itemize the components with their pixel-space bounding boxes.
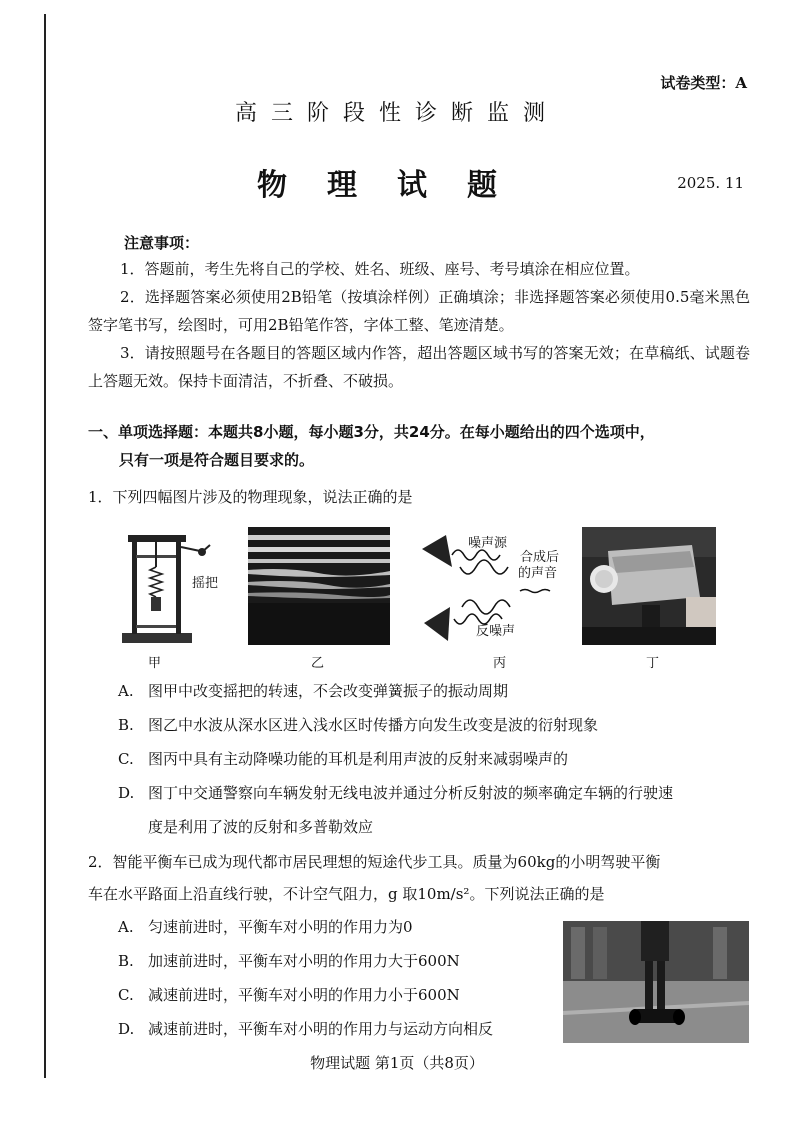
handle-label: 摇把: [192, 576, 219, 591]
photo-balance-scooter: [563, 921, 749, 1043]
option-label: C.: [118, 750, 134, 768]
question-1-option-d: [118, 779, 673, 807]
section-1-line2: 只有一项是符合题目要求的。: [119, 451, 315, 469]
figure-yi-water-waves: [248, 527, 390, 645]
figure-bing-noise-cancelling: [416, 527, 576, 645]
option-label: A.: [118, 682, 134, 700]
option-label: C.: [118, 986, 134, 1004]
question-1-option-d-continued: 度是利用了波的反射和多普勒效应: [148, 818, 374, 836]
question-2-line2: 车在水平路面上沿直线行驶，不计空气阻力，g 取10m/s²。下列说法正确的是: [88, 885, 605, 903]
paper-type: 试卷类型：A: [660, 74, 747, 92]
combined-sound-label-1: 合成后: [520, 550, 560, 565]
page-footer: 物理试题 第1页（共8页）: [310, 1054, 484, 1072]
option-text: 图甲中改变摇把的转速，不会改变弹簧振子的振动周期: [148, 682, 509, 700]
question-1-stem: 1．下列四幅图片涉及的物理现象，说法正确的是: [88, 488, 413, 506]
option-text: 减速前进时，平衡车对小明的作用力小于600N: [148, 986, 460, 1004]
option-text: 图丙中具有主动降噪功能的耳机是利用声波的反射来减弱噪声的: [148, 750, 569, 768]
question-2-line1: 2．智能平衡车已成为现代都市居民理想的短途代步工具。质量为60kg的小明驾驶平衡: [88, 853, 661, 871]
question-1-option-b: [118, 711, 598, 739]
question-2-option-a: [118, 913, 413, 941]
section-1-heading: [88, 418, 750, 474]
option-text: 图乙中水波从深水区进入浅水区时传播方向发生改变是波的衍射现象: [148, 716, 599, 734]
option-label: A.: [118, 918, 134, 936]
notice-item-1: 1．答题前，考生先将自己的学校、姓名、班级、座号、考号填涂在相应位置。: [120, 260, 640, 278]
option-text: 减速前进时，平衡车对小明的作用力与运动方向相反: [148, 1020, 494, 1038]
figure-label-bing: 丙: [493, 656, 507, 671]
figure-label-jia: 甲: [148, 656, 162, 671]
option-label: D.: [118, 1020, 135, 1038]
option-label: B.: [118, 952, 134, 970]
figure-jia-spring-oscillator: [118, 527, 228, 645]
figure-label-yi: 乙: [311, 656, 325, 671]
figure-ding-radar-gun: [582, 527, 716, 645]
section-1-line1: 一、单项选择题：本题共8小题，每小题3分，共24分。在每小题给出的四个选项中，: [88, 423, 655, 441]
exam-name: 高三阶段性诊断监测: [234, 101, 559, 126]
notice-title: 注意事项：: [124, 234, 200, 252]
notice-item-2: 2．选择题答案必须使用2B铅笔（按填涂样例）正确填涂；非选择题答案必须使用0.5毫米黑色签字笔书写，绘图时，可用2B铅笔作答，字体工整、笔迹清楚。: [88, 288, 750, 334]
option-text: 匀速前进时，平衡车对小明的作用力为0: [148, 918, 413, 936]
subject-title: 物理试题: [257, 168, 537, 203]
notice-item-3: 3．请按照题号在各题目的答题区域内作答，超出答题区域书写的答案无效；在草稿纸、试题卷上答题无效。保持卡面清洁，不折叠、不破损。: [88, 344, 750, 390]
option-label: D.: [118, 784, 135, 802]
combined-sound-label-2: 的声音: [518, 566, 558, 581]
option-label: B.: [118, 716, 134, 734]
anti-noise-label: 反噪声: [476, 624, 516, 639]
question-1-option-c: [118, 745, 568, 773]
question-2-option-b: [118, 947, 460, 975]
question-1-option-a: [118, 677, 508, 705]
figure-label-ding: 丁: [646, 656, 660, 671]
question-2-option-c: [118, 981, 460, 1009]
option-text: 图丁中交通警察向车辆发射无线电波并通过分析反射波的频率确定车辆的行驶速: [148, 784, 674, 802]
noise-source-label: 噪声源: [468, 536, 508, 551]
question-2-option-d: [118, 1015, 493, 1043]
option-text: 加速前进时，平衡车对小明的作用力大于600N: [148, 952, 460, 970]
exam-date: 2025. 11: [677, 174, 744, 192]
